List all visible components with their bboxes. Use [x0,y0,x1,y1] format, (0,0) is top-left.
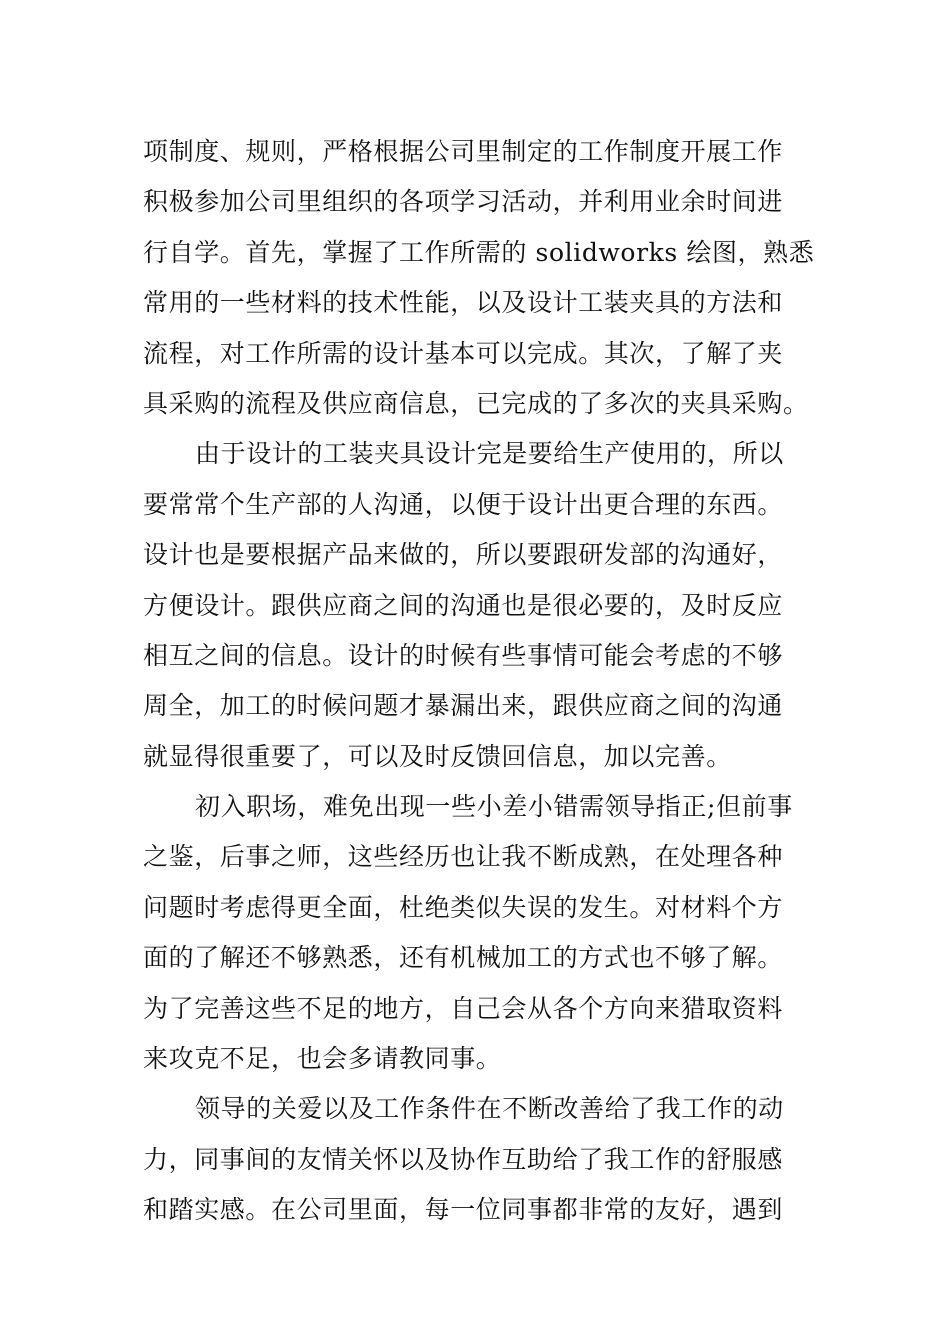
text-line: 来攻克不足，也会多请教同事。 [143,1044,502,1074]
text-line: 流程，对工作所需的设计基本可以完成。其次，了解了夹 [143,338,784,368]
text-line: 积极参加公司里组织的各项学习活动，并利用业余时间进 [143,187,784,217]
text-line: 常用的一些材料的技术性能，以及设计工装夹具的方法和 [143,288,784,318]
text-line: 行自学。首先，掌握了工作所需的 solidworks 绘图，熟悉 [143,237,815,267]
text-line: 之鉴，后事之师，这些经历也让我不断成熟，在处理各种 [143,842,784,872]
text-line: 力，同事间的友情关怀以及协作互助给了我工作的舒服感 [143,1144,784,1174]
text-line: 具采购的流程及供应商信息，已完成的了多次的夹具采购。 [143,388,809,418]
text-line: 要常常个生产部的人沟通，以便于设计出更合理的东西。 [143,489,784,519]
text-line: 就显得很重要了，可以及时反馈回信息，加以完善。 [143,741,732,771]
document-body [143,127,815,1236]
text-line: 周全，加工的时候问题才暴漏出来，跟供应商之间的沟通 [143,691,784,721]
text-line: 设计也是要根据产品来做的，所以要跟研发部的沟通好， [143,540,784,570]
text-line: 方便设计。跟供应商之间的沟通也是很必要的，及时反应 [143,590,784,620]
text-line: 项制度、规则，严格根据公司里制定的工作制度开展工作 [143,137,784,166]
text-line: 问题时考虑得更全面，杜绝类似失误的发生。对材料个方 [143,892,784,922]
text-line: 为了完善这些不足的地方，自己会从各个方向来猎取资料 [143,993,784,1023]
text-line: 和踏实感。在公司里面，每一位同事都非常的友好，遇到 [143,1195,784,1225]
text-line: 面的了解还不够熟悉，还有机械加工的方式也不够了解。 [143,943,784,973]
paragraph-start-line: 领导的关爱以及工作条件在不断改善给了我工作的动 [195,1094,784,1124]
text-line: 相互之间的信息。设计的时候有些事情可能会考虑的不够 [143,640,784,670]
paragraph-start-line: 初入职场，难免出现一些小差小错需领导指正;但前事 [195,792,793,822]
paragraph-start-line: 由于设计的工装夹具设计完是要给生产使用的，所以 [195,439,784,469]
